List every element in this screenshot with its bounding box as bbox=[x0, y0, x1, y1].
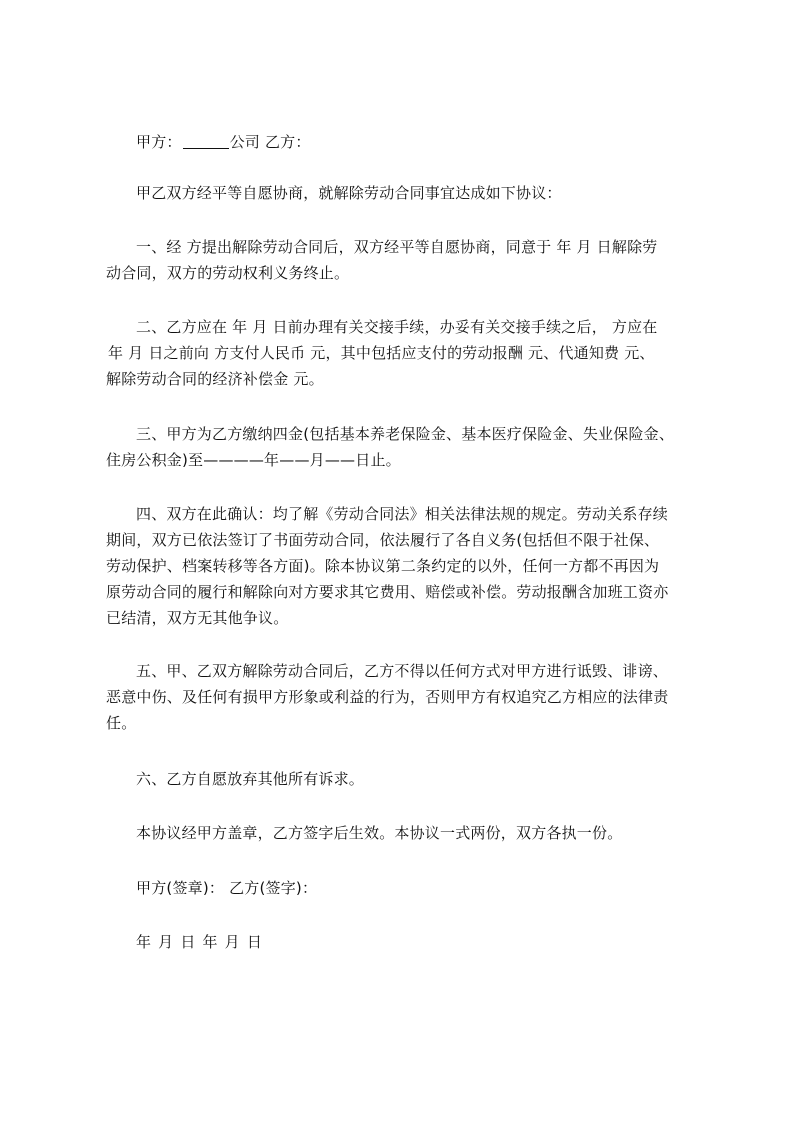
clause6: 六、乙方自愿放弃其他所有诉求。 bbox=[136, 770, 365, 788]
clause2-line3: 解除劳动合同的经济补偿金 元。 bbox=[106, 370, 324, 388]
clause4-line3: 劳动保护、档案转移等各方面)。除本协议第二条约定的以外，任何一方都不再因为 bbox=[106, 557, 660, 575]
clause1-line1: 一、经 方提出解除劳动合同后，双方经平等自愿协商，同意于 年 月 日解除劳 bbox=[136, 238, 658, 256]
company-suffix: 公司 乙方： bbox=[229, 133, 311, 151]
clause5-line1: 五、甲、乙双方解除劳动合同后，乙方不得以任何方式对甲方进行诋毁、诽谤、 bbox=[136, 662, 669, 680]
effect-paragraph: 本协议经甲方盖章，乙方签字后生效。本协议一式两份，双方各执一份。 bbox=[136, 824, 623, 842]
clause3-line2: 住房公积金)至————年——月——日止。 bbox=[106, 451, 401, 469]
intro-paragraph: 甲乙双方经平等自愿协商，就解除劳动合同事宜达成如下协议： bbox=[136, 184, 562, 202]
clause1-line2: 动合同，双方的劳动权利义务终止。 bbox=[106, 264, 350, 282]
clause2-line2: 年 月 日之前向 方支付人民币 元，其中包括应支付的劳动报酬 元、代通知费 元、 bbox=[108, 344, 655, 362]
clause4-line1: 四、双方在此确认：均了解《劳动合同法》相关法律法规的规定。劳动关系存续 bbox=[136, 505, 669, 523]
company-blank bbox=[183, 133, 229, 149]
party-line bbox=[136, 131, 736, 153]
clause4-line2: 期间，双方已依法签订了书面劳动合同，依法履行了各自义务(包括但不限于社保、 bbox=[106, 531, 660, 549]
clause2-line1: 二、乙方应在 年 月 日前办理有关交接手续，办妥有关交接手续之后， 方应在 bbox=[136, 318, 658, 336]
clause4-line5: 已结清，双方无其他争议。 bbox=[106, 609, 289, 627]
clause3-line1: 三、甲方为乙方缴纳四金(包括基本养老保险金、基本医疗保险金、失业保险金、 bbox=[136, 425, 675, 443]
clause5-line3: 任。 bbox=[106, 714, 137, 732]
signature-line: 甲方(签章)： 乙方(签字)： bbox=[136, 879, 318, 897]
clause5-line2: 恶意中伤、及任何有损甲方形象或利益的行为，否则甲方有权追究乙方相应的法律责 bbox=[106, 688, 669, 706]
party-a-label: 甲方： bbox=[136, 133, 182, 151]
date-line: 年 月 日 年 月 日 bbox=[136, 933, 263, 951]
clause4-line4: 原劳动合同的履行和解除向对方要求其它费用、赔偿或补偿。劳动报酬含加班工资亦 bbox=[106, 583, 669, 601]
